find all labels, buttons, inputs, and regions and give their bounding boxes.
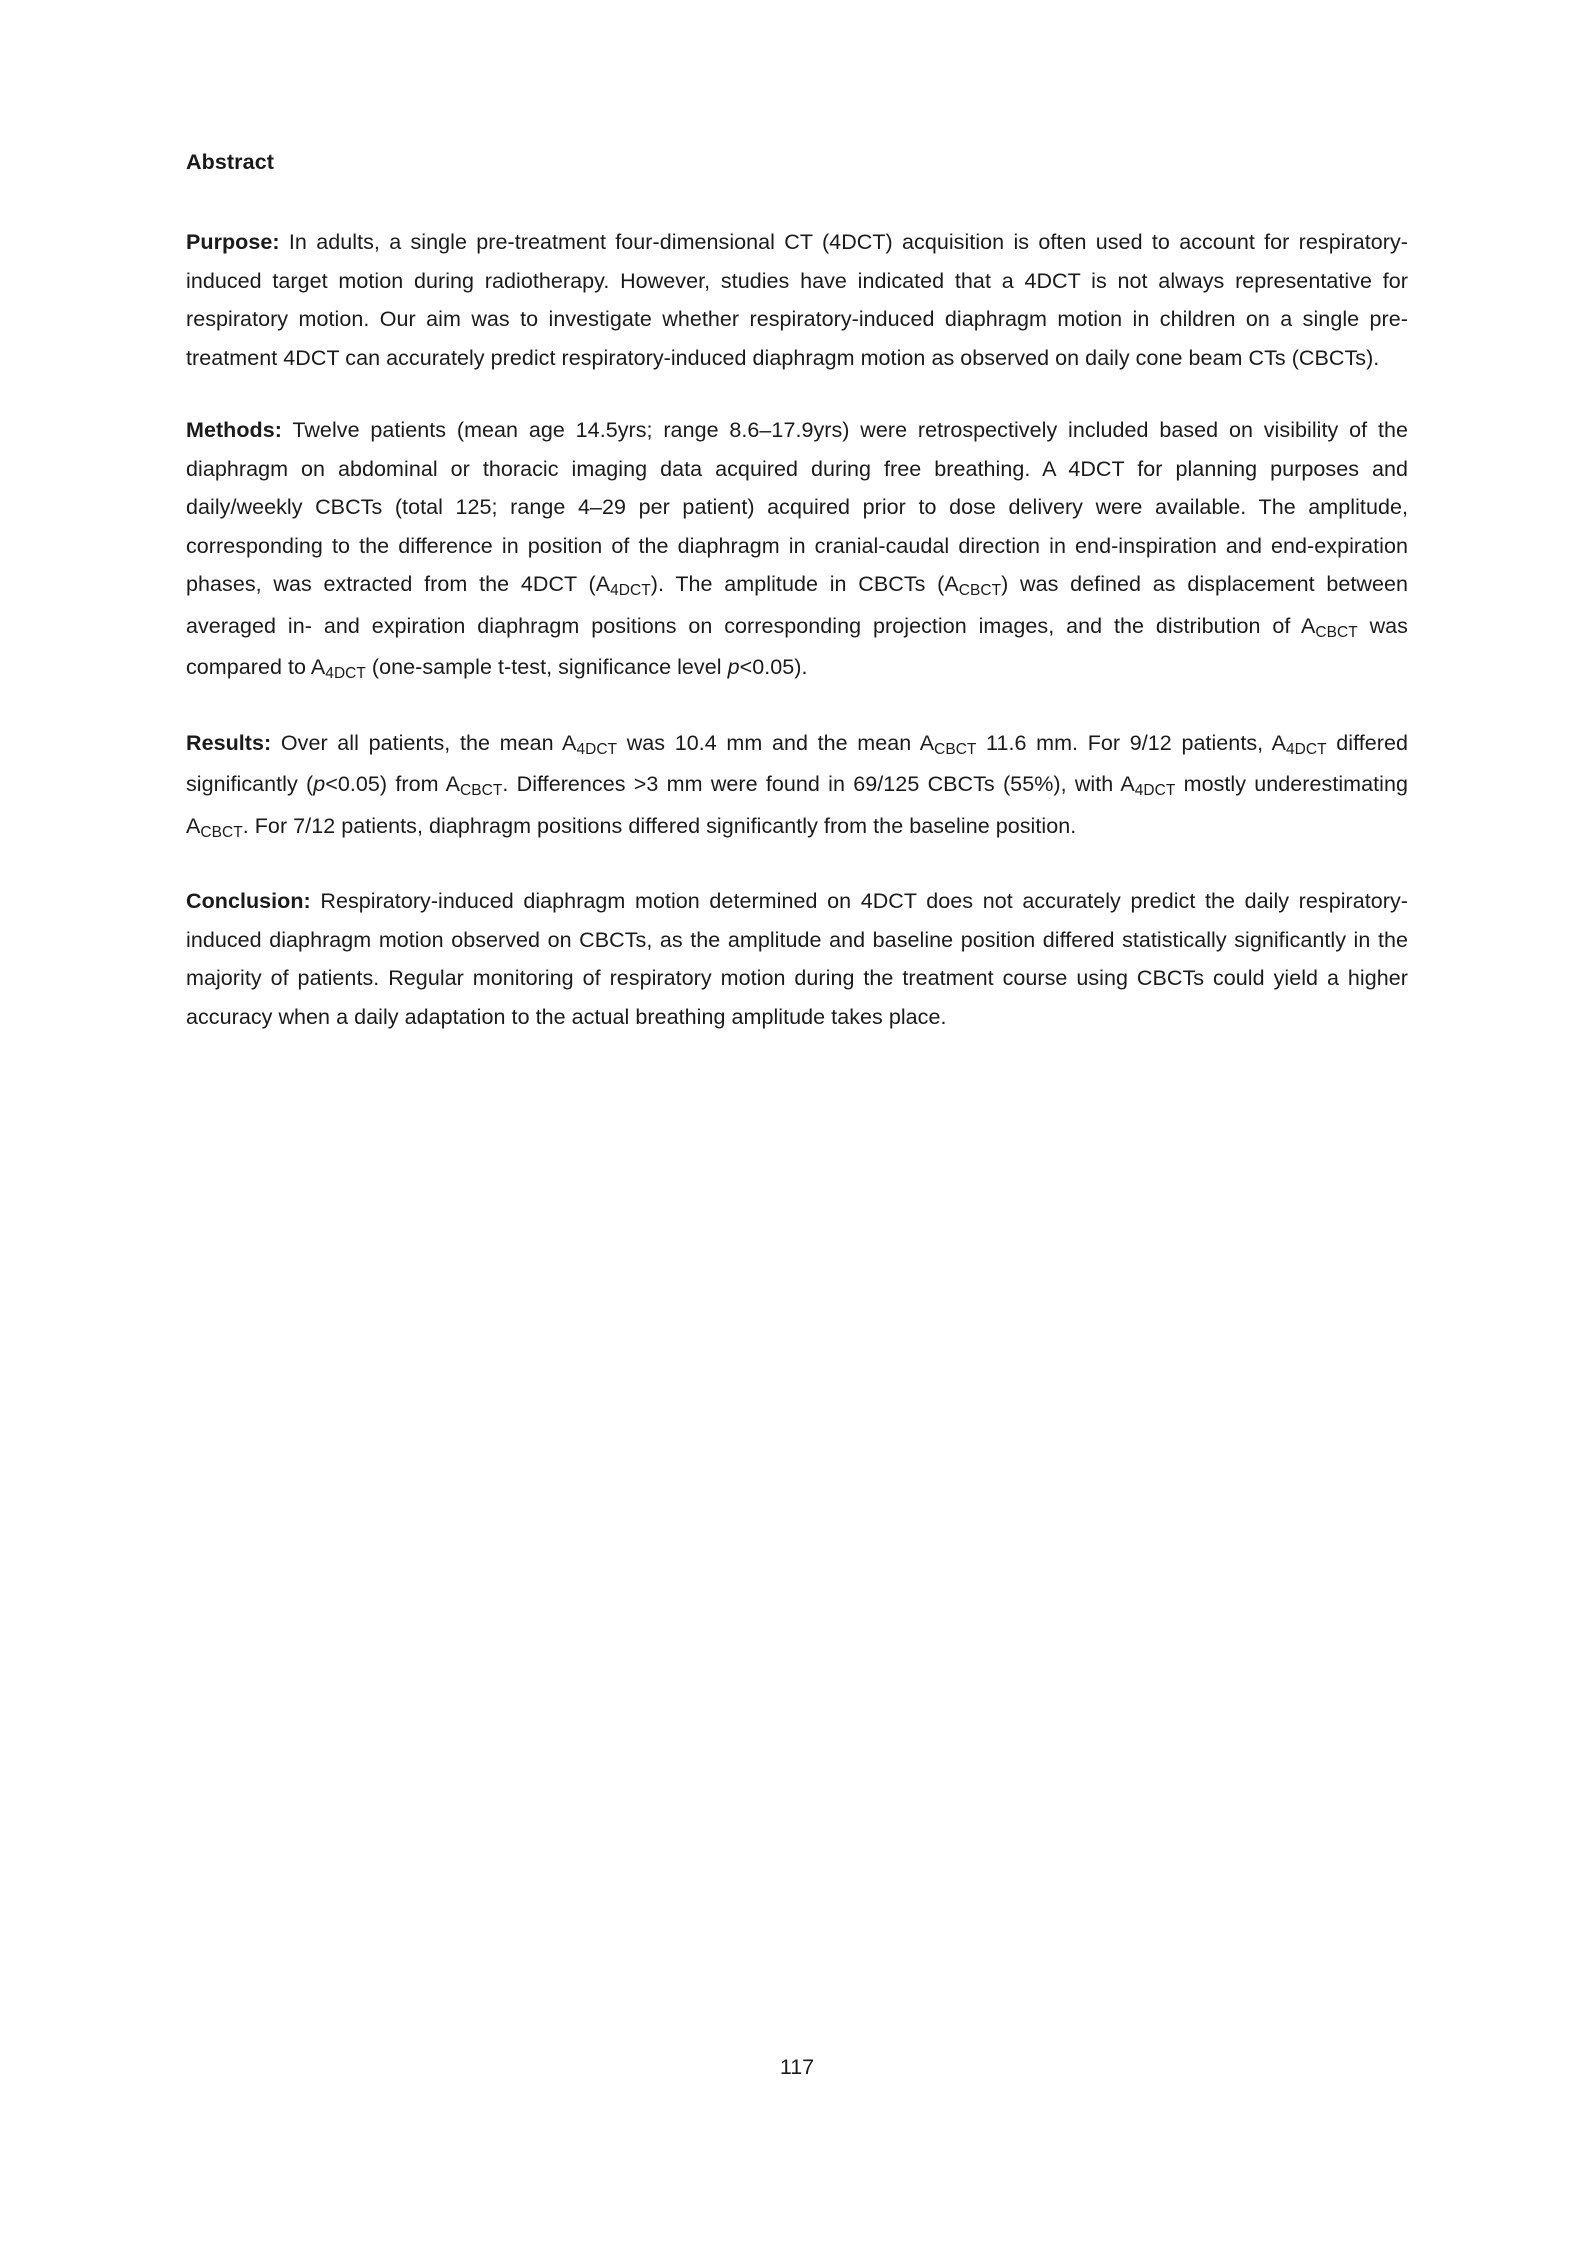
- results-sub-cbct-3: CBCT: [200, 823, 243, 841]
- results-italic-p: p: [313, 772, 326, 796]
- methods-text-a: Twelve patients (mean age 14.5yrs; range 8.6–17.9yrs) were retrospectively included based on visibility of the diaphragm on abdominal or thoracic imaging data acquired during free breathing. A 4DCT for planning purposes and daily/weekly CBCTs (total 125; range 4–29 per patient) acquired prior to dose delivery were available. The amplitude, corresponding to the difference in position of the diaphragm in cranial-caudal direction in end-inspiration and end-expiration phases, was extracted from the 4DCT (A: [186, 418, 1408, 596]
- results-sub-4dct-2: 4DCT: [1286, 740, 1327, 758]
- methods-text-d: was compared to A: [186, 613, 1408, 679]
- results-sub-cbct-1: CBCT: [934, 740, 977, 758]
- purpose-body: In adults, a single pre-treatment four-dimensional CT (4DCT) acquisition is often used to account for respiratory-induced target motion during radiotherapy. However, studies have indicated that a 4DCT is not always representative for respiratory motion. Our aim was to investigate whether respiratory-induced diaphragm motion in children on a single pre-treatment 4DCT can accurately predict respiratory-induced diaphragm motion as observed on daily cone beam CTs (CBCTs).: [186, 230, 1408, 370]
- results-text-d: differed significantly (: [186, 730, 1408, 796]
- methods-sub-4dct-2: 4DCT: [325, 665, 366, 683]
- conclusion-body: Respiratory-induced diaphragm motion determined on 4DCT does not accurately predict the daily respiratory-induced diaphragm motion observed on CBCTs, as the amplitude and baseline position differed statistically significantly in the majority of patients. Regular monitoring of respiratory motion during the treatment course using CBCTs could yield a higher accuracy when a daily adaptation to the actual breathing amplitude takes place.: [186, 889, 1408, 1029]
- methods-sub-cbct-1: CBCT: [958, 582, 1002, 600]
- paragraph-results: [186, 724, 1408, 849]
- results-text-h: . For 7/12 patients, diaphragm positions differed significantly from the baseline position.: [242, 813, 1077, 838]
- results-label: Results:: [186, 730, 272, 755]
- results-text-b: was 10.4 mm and the mean A: [617, 730, 935, 755]
- methods-text-b: ). The amplitude in CBCTs (A: [650, 572, 959, 596]
- paragraph-methods: [186, 411, 1408, 690]
- conclusion-label: Conclusion:: [186, 889, 311, 913]
- methods-sub-cbct-2: CBCT: [1315, 623, 1358, 641]
- paragraph-purpose: [186, 223, 1408, 377]
- results-text-f: . Differences >3 mm were found in 69/125 CBCTs (55%), with A: [502, 772, 1135, 796]
- results-text-c: 11.6 mm. For 9/12 patients, A: [976, 730, 1287, 755]
- methods-text-f: <0.05).: [739, 655, 808, 679]
- results-text-e: <0.05) from A: [325, 772, 461, 796]
- paragraph-conclusion: [186, 882, 1408, 1036]
- purpose-label: Purpose:: [186, 230, 280, 254]
- page-number: 117: [779, 2055, 815, 2079]
- results-text-a: Over all patients, the mean A: [271, 730, 577, 755]
- methods-text-e: (one-sample t-test, significance level: [365, 655, 728, 679]
- methods-text-c: ) was defined as displacement between averaged in- and expiration diaphragm positions on corresponding projection images, and the distribution of A: [186, 572, 1408, 638]
- results-sub-4dct-1: 4DCT: [576, 740, 618, 758]
- methods-label: Methods:: [186, 418, 282, 442]
- results-sub-4dct-3: 4DCT: [1134, 782, 1176, 800]
- results-text-g: mostly underestimating A: [186, 772, 1409, 838]
- page-title: Abstract: [186, 150, 275, 174]
- results-sub-cbct-2: CBCT: [460, 782, 503, 800]
- methods-sub-4dct-1: 4DCT: [610, 582, 651, 600]
- methods-italic-p: p: [727, 655, 740, 679]
